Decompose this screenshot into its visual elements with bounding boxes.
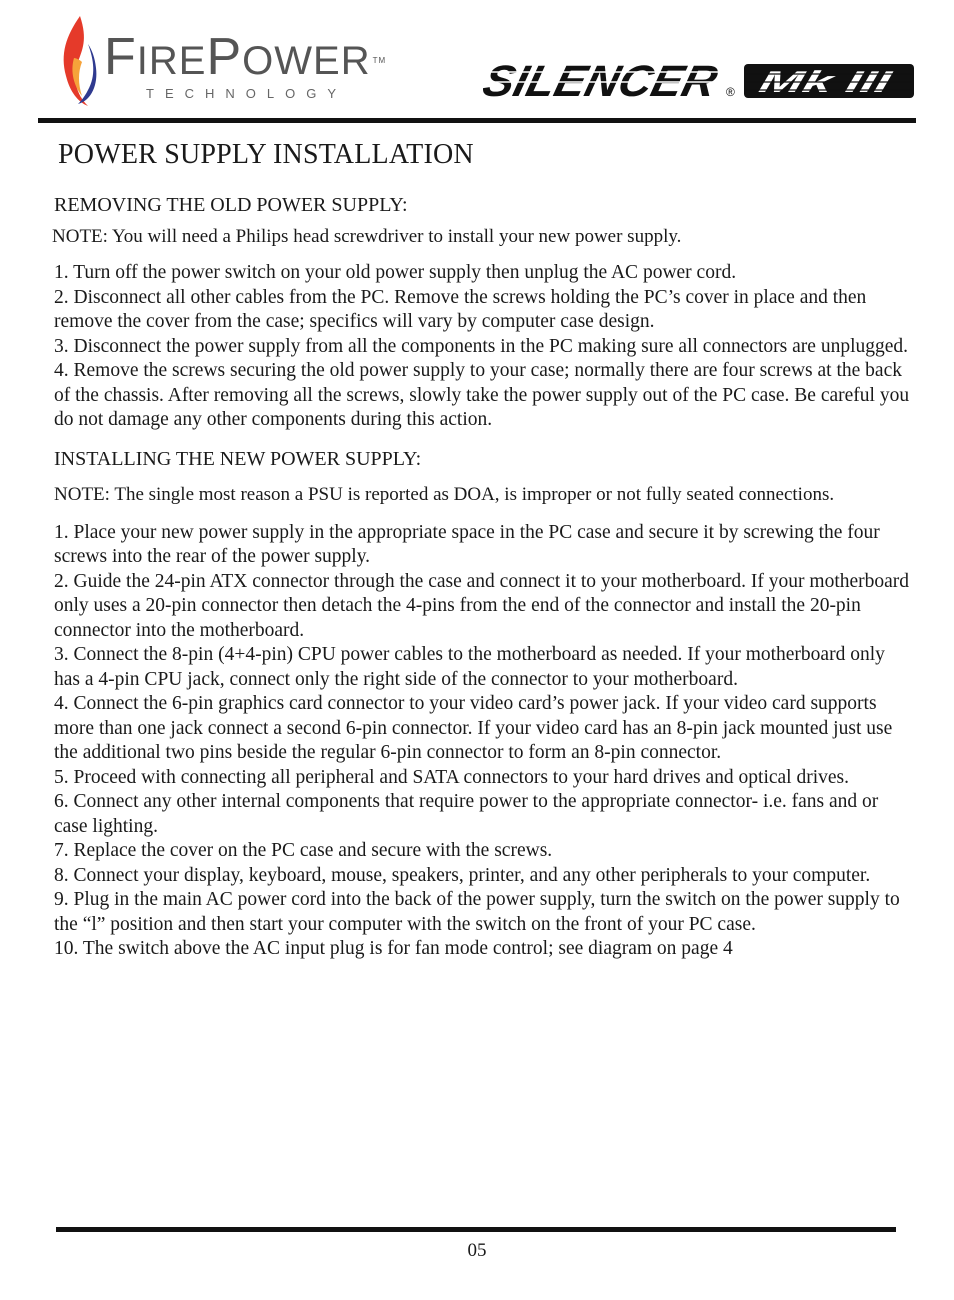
removing-step: 4. Remove the screws securing the old power supply to your case; normally there are four screws at the back of the chassis. After removing all the screws, slowly take the power supply out of the PC case. Be careful you do not damage any other components during this action.: [54, 360, 910, 430]
removing-note: NOTE: You will need a Philips head screwdriver to install your new power supply.: [52, 226, 682, 247]
brand-wordmark: [104, 28, 387, 86]
svg-text:Mk III: Mk III: [755, 65, 840, 99]
installing-step: 9. Plug in the main AC power cord into the back of the power supply, turn the switch on the power supply to the “l” position and then start your computer with the switch on the front of your PC case.: [54, 889, 900, 935]
page-content: [54, 132, 914, 962]
footer-divider: [56, 1227, 896, 1232]
installing-steps: [54, 521, 914, 962]
header-divider: [38, 118, 916, 123]
installing-step: 7. Replace the cover on the PC case and secure with the screws.: [54, 840, 553, 861]
page-header: [0, 0, 954, 125]
brand-fire-rest: IRE: [136, 39, 207, 83]
brand-power-initial: P: [206, 28, 243, 86]
silencer-mk3-logo: [476, 58, 916, 106]
installing-step: 8. Connect your display, keyboard, mouse, speakers, printer, and any other peripherals to your computer.: [54, 864, 871, 886]
svg-text:SILENCER: SILENCER: [478, 58, 713, 106]
installing-step: 5. Proceed with connecting all peripheral and SATA connectors to your hard drives and optical drives.: [54, 766, 850, 788]
removing-steps: [54, 261, 914, 433]
flame-logo-icon: [58, 14, 98, 108]
page-number: 05: [467, 1240, 487, 1261]
removing-step: 3. Disconnect the power supply from all the components in the PC making sure all connectors are unplugged.: [54, 335, 909, 357]
installing-step: 3. Connect the 8-pin (4+4-pin) CPU power cables to the motherboard as needed. If your motherboard only has a 4-pin CPU jack, connect only the right side of the connector to your motherboard.: [54, 644, 885, 690]
brand-fire-initial: F: [104, 28, 137, 86]
installing-step: 6. Connect any other internal components that require power to the appropriate connector- i.e. fans and or case lighting.: [54, 791, 879, 837]
installing-note: NOTE: The single most reason a PSU is reported as DOA, is improper or not fully seated connections.: [54, 483, 835, 505]
removing-step: 2. Disconnect all other cables from the PC. Remove the screws holding the PC’s cover in place and then remove the cover from the case; specifics will vary by computer case design.: [54, 286, 867, 332]
brand-tagline: TECHNOLOGY: [146, 86, 348, 101]
section-heading-installing: INSTALLING THE NEW POWER SUPPLY:: [54, 447, 422, 470]
installing-step: 4. Connect the 6-pin graphics card connector to your video card’s power jack. If your video card supports more than one jack connect a second 6-pin connector. If your video card has an 8-pin jack mounted just use the additional two pins beside the regular 6-pin connector to form an 8-pin connector.: [54, 693, 893, 763]
installing-step: 10. The switch above the AC input plug is for fan mode control; see diagram on page 4: [54, 938, 733, 959]
page-title: POWER SUPPLY INSTALLATION: [58, 139, 474, 170]
removing-step: 1. Turn off the power switch on your old power supply then unplug the AC power cord.: [54, 262, 737, 283]
trademark-mark: TM: [372, 56, 387, 65]
section-heading-removing: REMOVING THE OLD POWER SUPPLY:: [54, 194, 408, 216]
installing-step: 2. Guide the 24-pin ATX connector through the case and connect it to your motherboard. If your motherboard only uses a 20-pin connector then detach the 4-pins from the end of the connector and install the 20-pin connector into the motherboard.: [54, 570, 910, 641]
installing-step: 1. Place your new power supply in the appropriate space in the PC case and secure it by screwing the four screws into the rear of the power supply.: [54, 521, 880, 567]
brand-power-rest: OWER: [242, 39, 371, 83]
svg-text:®: ®: [726, 85, 735, 99]
